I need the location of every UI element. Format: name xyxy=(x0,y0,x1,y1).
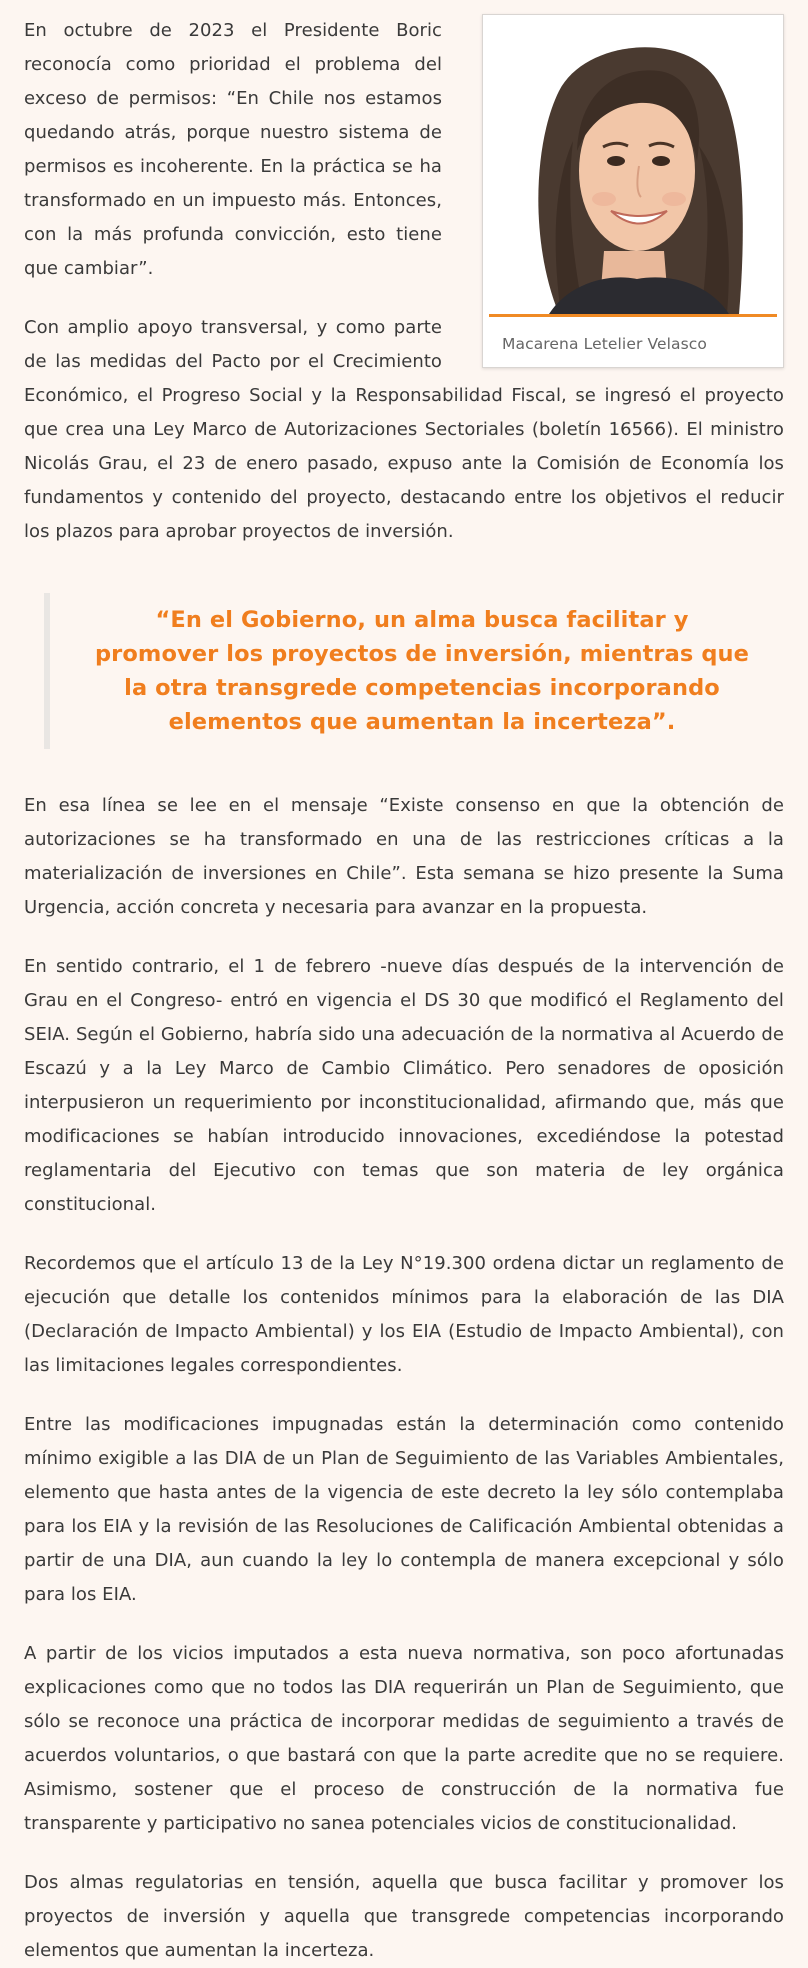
paragraph-4: En sentido contrario, el 1 de febrero -nueve días después de la intervención de Grau en el Congreso- entró en vigencia el DS 30 que modificó el Reglamento del SEIA. Según el Gobierno, habría sido una adecuación de la normativa al Acuerdo de Escazú y a la Ley Marco de Cambio Climático. Pero senadores de oposición interpusieron un requerimiento por inconstitucionalidad, afirmando que, más que modificaciones se habían introducido innovaciones, excediéndose la potestad reglamentaria del Ejecutivo con temas que son materia de ley orgánica constitucional. xyxy=(24,956,784,1215)
paragraph-1: En octubre de 2023 el Presidente Boric reconocía como prioridad el problema del exceso de permisos: “En Chile nos estamos quedando atrás, porque nuestro sistema de permisos es incoherente. En la práctica se ha transformado en un impuesto más. Entonces, con la más profunda convicción, esto tiene que cambiar”. xyxy=(24,20,442,279)
author-photo-card xyxy=(482,14,784,368)
paragraph-6: Entre las modificaciones impugnadas están la determinación como contenido mínimo exigible a las DIA de un Plan de Seguimiento de las Variables Ambientales, elemento que hasta antes de la vigencia de este decreto la ley sólo contemplaba para los EIA y la revisión de las Resoluciones de Calificación Ambiental obtenidas a partir de una DIA, aun cuando la ley lo contempla de manera excepcional y sólo para los EIA. xyxy=(24,1414,784,1605)
paragraph-3: En esa línea se lee en el mensaje “Existe consenso en que la obtención de autorizaciones se ha transformado en una de las restricciones críticas a la materialización de inversiones en Chile”. Esta semana se hizo presente la Suma Urgencia, acción concreta y necesaria para avanzar en la propuesta. xyxy=(24,795,784,918)
paragraph-2: Con amplio apoyo transversal, y como parte de las medidas del Pacto por el Crecimiento Económico, el Progreso Social y la Responsabilidad Fiscal, se ingresó el proyecto que crea una Ley Marco de Autorizaciones Sectoriales (boletín 16566). El ministro Nicolás Grau, el 23 de enero pasado, expuso ante la Comisión de Economía los fundamentos y contenido del proyecto, destacando entre los objetivos el reducir los plazos para aprobar proyectos de inversión. xyxy=(24,317,784,542)
photo-caption: Macarena Letelier Velasco xyxy=(502,335,707,353)
paragraph-5: Recordemos que el artículo 13 de la Ley N°19.300 ordena dictar un reglamento de ejecución que detalle los contenidos mínimos para la elaboración de las DIA (Declaración de Impacto Ambiental) y los EIA (Estudio de Impacto Ambiental), con las limitaciones legales correspondientes. xyxy=(24,1253,784,1376)
paragraph-7: A partir de los vicios imputados a esta nueva normativa, son poco afortunadas explicaciones como que no todos las DIA requerirán un Plan de Seguimiento, que sólo se reconoce una práctica de incorporar medidas de seguimiento a través de acuerdos voluntarios, o que bastará con que la parte acredite que no se requiere. Asimismo, sostener que el proceso de construcción de la normativa fue transparente y participativo no sanea potenciales vicios de constitucionalidad. xyxy=(24,1643,784,1834)
author-portrait-image xyxy=(489,21,777,314)
paragraph-8: Dos almas regulatorias en tensión, aquella que busca facilitar y promover los proyectos de inversión y aquella que transgrede competencias incorporando elementos que aumentan la incerteza. xyxy=(24,1872,784,1961)
pull-quote: “En el Gobierno, un alma busca facilitar y promover los proyectos de inversión, mientras que la otra transgrede competencias incorporando elementos que aumentan la incerteza”. xyxy=(44,593,784,749)
author-photo xyxy=(489,21,777,317)
